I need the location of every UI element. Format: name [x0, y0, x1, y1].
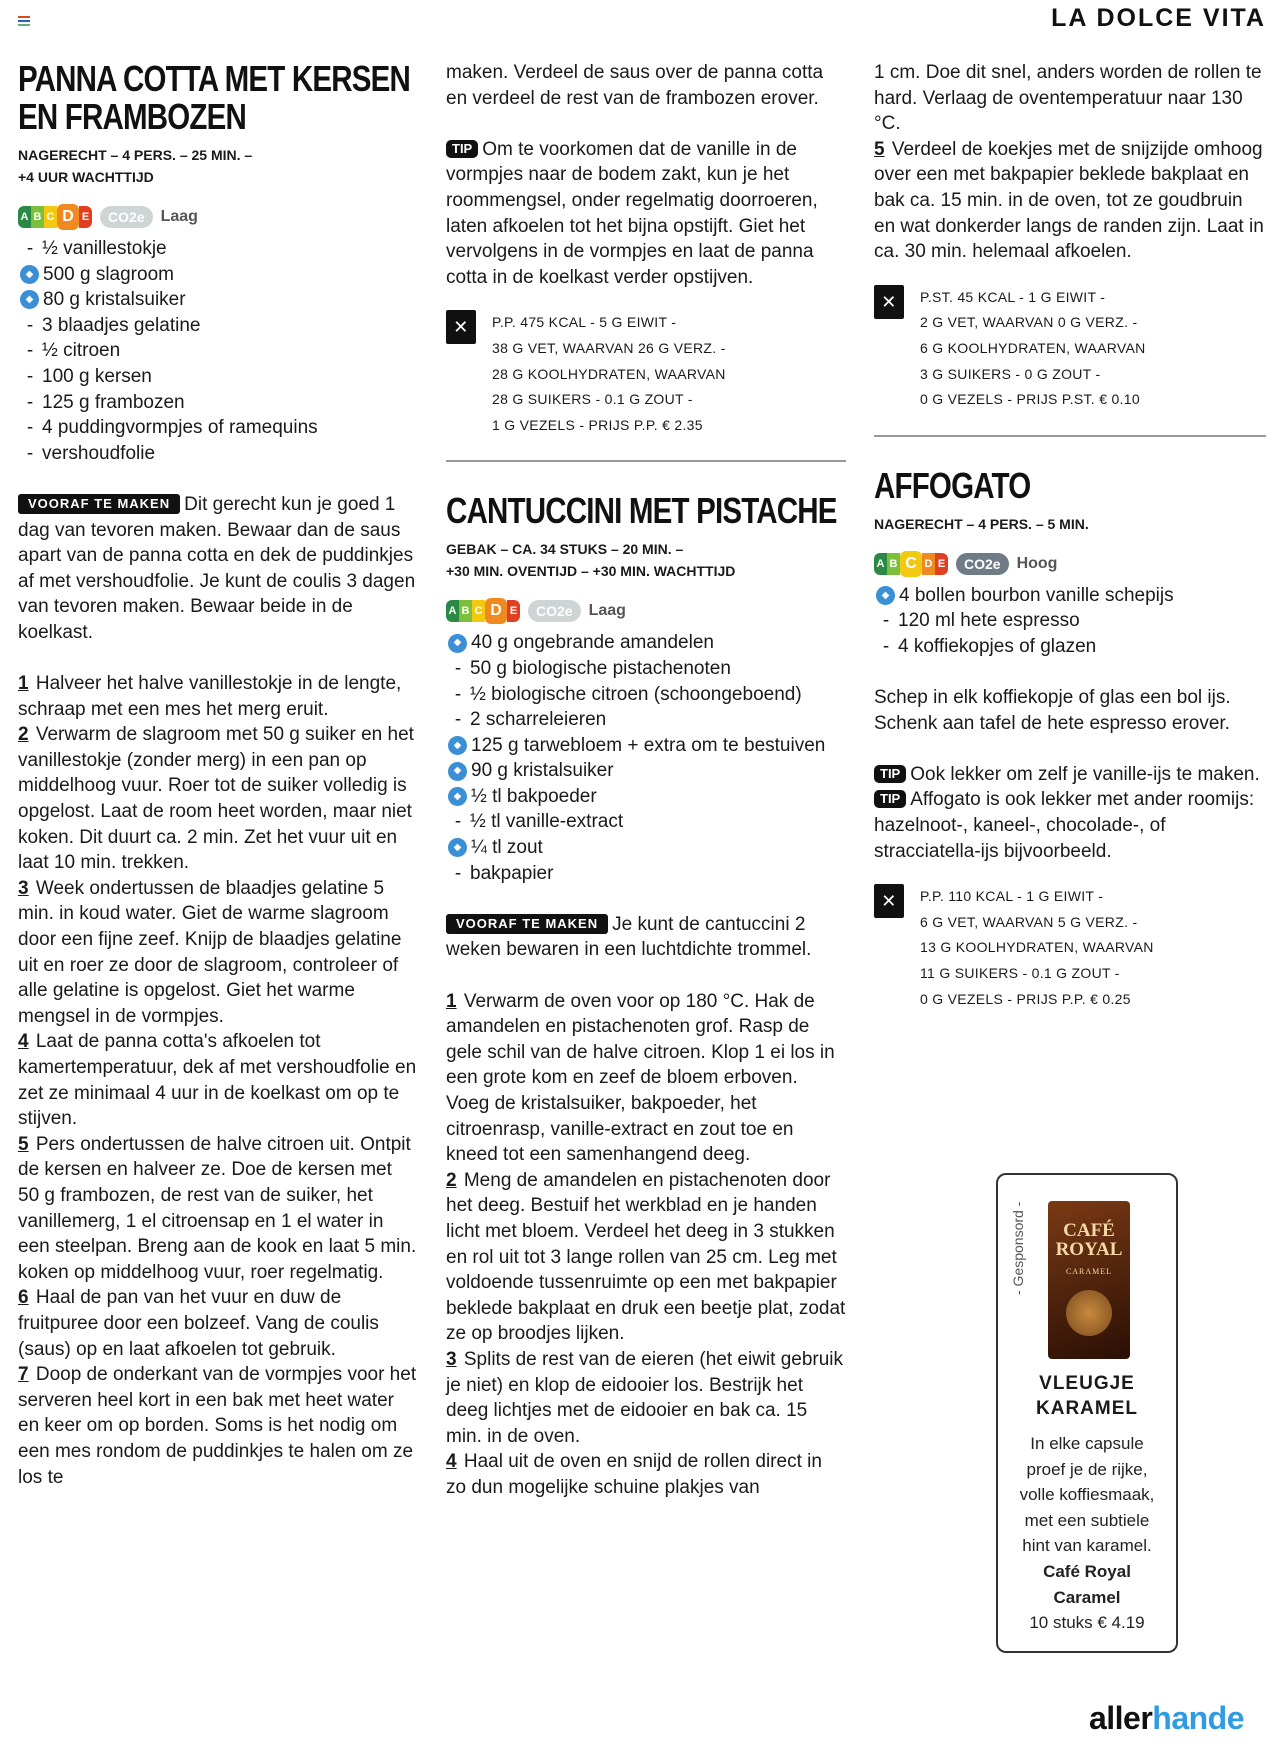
sponsored-label: - Gesponsord - [1010, 1201, 1026, 1295]
tip-badge: TIP [874, 790, 906, 808]
recipe2-title: CANTUCCINI MET PISTACHE [446, 490, 837, 532]
nutrition-line: P.P. 475 KCAL - 5 G EIWIT - [492, 314, 677, 331]
recipe3-tip1: TIP Ook lekker om zelf je vanille-ijs te maken. [874, 762, 1266, 788]
menu-icon[interactable] [18, 16, 30, 26]
bonus-icon: ◆ [20, 290, 39, 309]
nutri-score-badge: A B C D E [874, 551, 948, 577]
recipe-step: 3 Splits de rest van de eieren (het eiwit gebruik je niet) en klop de eidooier los. Bestrijk het deeg lichtjes met de eidooier en bak ca. 15 min. in de oven. [446, 1348, 844, 1447]
ingredient-item: - 100 g kersen [26, 365, 152, 387]
recipe-step: 6 Haal de pan van het vuur en duw de fruitpuree door een bolzeef. Vang de coulis (saus) op en laat afkoelen tot gebruik. [18, 1287, 379, 1360]
prep-tag: VOORAF TE MAKEN [446, 914, 608, 934]
recipe3-nutrition [874, 884, 1266, 1012]
bonus-icon: ◆ [448, 787, 467, 806]
ingredient-item: - 3 blaadjes gelatine [26, 314, 201, 336]
nutrition-info-icon: ✕ [446, 310, 476, 344]
ingredient-item: ◆ ½ tl bakpoeder [446, 784, 846, 810]
coffee-cup-icon [1066, 1290, 1112, 1336]
product-image: CAFÉ ROYAL CARAMEL [1048, 1201, 1130, 1359]
ingredient-item: ◆ 125 g tarwebloem + extra om te bestuiven [446, 733, 846, 759]
recipe3-meta: NAGERECHT – 4 PERS. – 5 MIN. [874, 515, 1089, 532]
recipe-step: 4 Laat de panna cotta's afkoelen tot kamertemperatuur, dek af met vershoudfolie en zet ze minimaal 4 uur in de koelkast om op te stijven. [18, 1031, 417, 1130]
recipe3-title: AFFOGATO [874, 464, 1031, 506]
nutrition-info-icon: ✕ [874, 884, 904, 918]
nutrition-line: P.P. 110 KCAL - 1 G EIWIT - [920, 888, 1104, 905]
co2-badge: CO2e [100, 206, 153, 228]
column-2 [446, 60, 846, 1501]
ingredient-item: ◆ 80 g kristalsuiker [18, 287, 418, 313]
recipe1-labels [18, 202, 418, 232]
co2-badge: CO2e [528, 600, 581, 622]
nutrition-line: 11 G SUIKERS - 0.1 G ZOUT - [920, 965, 1120, 982]
recipe-step: 3 Week ondertussen de blaadjes gelatine 5 min. in koud water. Giet de warme slagroom door een fijne zeef. Knijp de blaadjes gelatine uit en roer ze door de slagroom, controleer of alle gelatine is opgelost. Giet het warme mengsel in de vormpjes. [18, 877, 402, 1027]
recipe1-nutrition [446, 310, 846, 438]
nutrition-line: 13 G KOOLHYDRATEN, WAARVAN [920, 939, 1154, 956]
tip-badge: TIP [874, 765, 906, 783]
recipe2-prep-note: VOORAF TE MAKEN Je kunt de cantuccini 2 weken bewaren in een luchtdichte trommel. [446, 913, 812, 961]
recipe3-instruction: Schep in elk koffiekopje of glas een bol ijs. Schenk aan tafel de hete espresso erover. [874, 687, 1231, 734]
ingredient-item: - vershoudfolie [26, 442, 156, 464]
sponsored-ad[interactable] [996, 1173, 1178, 1653]
recipe3-tip2: TIP Affogato is ook lekker met ander roomijs: hazelnoot-, kaneel-, chocolade-, of stracciatella-ijs bijvoorbeeld. [874, 789, 1255, 862]
ingredient-item: - ½ vanillestokje [26, 238, 167, 259]
nutri-score-badge: A B C D E [18, 204, 92, 230]
recipe2-ingredients [446, 630, 846, 886]
co2-level: Laag [588, 602, 626, 620]
divider [874, 435, 1266, 437]
bonus-icon: ◆ [448, 838, 467, 857]
nutrition-line: P.ST. 45 KCAL - 1 G EIWIT - [920, 288, 1106, 305]
nutrition-line: 2 G VET, WAARVAN 0 G VERZ. - [920, 314, 1138, 331]
ingredient-item: - ½ biologische citroen (schoongeboend) [454, 683, 802, 705]
ingredient-item: ◆ 90 g kristalsuiker [446, 758, 846, 784]
recipe1-title-line1: PANNA COTTA MET KERSEN [18, 58, 410, 99]
recipe2-nutrition [874, 285, 1266, 413]
recipe2-step5: 5 Verdeel de koekjes met de snijzijde omhoog over een met bakpapier beklede bakplaat en bak ca. 15 min. in de oven, tot ze goudbruin en wat donkerder langs de randen zijn. Laat in ca. 30 min. helemaal afkoelen. [874, 138, 1264, 263]
bonus-icon: ◆ [448, 762, 467, 781]
recipe1-meta: NAGERECHT – 4 PERS. – 25 MIN. – +4 UUR WACHTTIJD [18, 147, 253, 185]
nutrition-line: 3 G SUIKERS - 0 G ZOUT - [920, 365, 1101, 382]
bonus-icon: ◆ [876, 586, 895, 605]
bonus-icon: ◆ [448, 634, 467, 653]
recipe3-labels [874, 549, 1266, 579]
ingredient-item: - 125 g frambozen [26, 391, 185, 413]
sponsor-text: In elke capsule proef je de rijke, volle koffiesmaak, met een subtiele hint van karamel. Café Royal Caramel 10 stuks € 4.19 [998, 1431, 1176, 1636]
divider [446, 460, 846, 462]
recipe2-labels [446, 596, 846, 626]
co2-badge: CO2e [956, 553, 1009, 575]
recipe1-steps [18, 671, 418, 1490]
allerhande-logo[interactable]: allerhande [1088, 1700, 1244, 1736]
ingredient-item: ◆ ¼ tl zout [446, 835, 846, 861]
ingredient-item: - 50 g biologische pistachenoten [454, 657, 731, 679]
recipe-step: 2 Verwarm de slagroom met 50 g suiker en het vanillestokje (zonder merg) in een pan op middelhoog vuur. Roer tot de suiker volledig is opgelost. Laat de room heet worden, maar niet koken. Dit duurt ca. 2 min. Zet het vuur uit en laat 10 min. trekken. [18, 724, 414, 874]
nutrition-line: 1 G VEZELS - PRIJS P.P. € 2.35 [492, 416, 703, 433]
column-3 [874, 60, 1266, 1012]
ingredient-item: - ½ citroen [26, 340, 121, 362]
sponsor-title: VLEUGJE KARAMEL [1036, 1373, 1138, 1419]
nutrition-line: 38 G VET, WAARVAN 26 G VERZ. - [492, 339, 726, 356]
recipe2-steps [446, 989, 846, 1501]
bonus-icon: ◆ [448, 736, 467, 755]
recipe-step: 2 Meng de amandelen en pistachenoten door het deeg. Bestuif het werkblad en je handen licht met bloem. Verdeel het deeg in 3 stukken en rol uit tot 3 lange rollen van 25 cm. Leg met voldoende tussenruimte op een met bakpapier beklede bakplaat en druk een beetje plat, zodat ze op broodjes lijken. [446, 1169, 846, 1345]
recipe2-meta: GEBAK – CA. 34 STUKS – 20 MIN. – +30 MIN. OVENTIJD – +30 MIN. WACHTTIJD [446, 541, 736, 580]
recipe1-title-line2: EN FRAMBOZEN [18, 96, 246, 137]
nutrition-line: 6 G VET, WAARVAN 5 G VERZ. - [920, 913, 1138, 930]
bonus-icon: ◆ [20, 265, 39, 284]
recipe2-continued: 1 cm. Doe dit snel, anders worden de rollen te hard. Verlaag de oventemperatuur naar 130 °C. [874, 62, 1262, 135]
ingredient-item: - ½ tl vanille-extract [454, 811, 624, 833]
ingredient-item: - 120 ml hete espresso [882, 610, 1080, 632]
recipe1-prep-note: VOORAF TE MAKEN Dit gerecht kun je goed 1 dag van tevoren maken. Bewaar dan de saus apart van de panna cotta en dek de puddinkjes af met vershoudfolie. Je kunt de coulis 3 dagen van tevoren maken. Bewaar beide in de koelkast. [18, 493, 416, 643]
price: 10 stuks € 4.19 [1029, 1613, 1145, 1633]
ingredient-item: - bakpapier [454, 862, 554, 884]
prep-tag: VOORAF TE MAKEN [18, 494, 180, 514]
recipe1-tip: TIP Om te voorkomen dat de vanille in de vormpjes naar de bodem zakt, kun je het roommengsel, onder regelmatig doorroeren, laten afkoelen tot het bijna opstijft. Giet het vervolgens in de vormpjes en laat de panna cotta in de koelkast verder opstijven. [446, 138, 818, 288]
ingredient-item: - 4 puddingvormpjes of ramequins [26, 417, 318, 439]
recipe-step: 5 Pers ondertussen de halve citroen uit. Ontpit de kersen en halveer ze. Doe de kersen met 50 g frambozen, de rest van de suiker, het vanillemerg, 1 el citroensap en 1 el water in een steelpan. Breng aan de kook en laat 5 min. koken op middelhoog vuur, roer regelmatig. [18, 1133, 417, 1283]
recipe1-ingredients [18, 236, 418, 466]
nutrition-info-icon: ✕ [874, 285, 904, 319]
ingredient-item: - 2 scharreleieren [454, 709, 607, 731]
nutri-score-badge: A B C D E [446, 598, 520, 624]
co2-level: Laag [160, 208, 198, 225]
tip-badge: TIP [446, 140, 478, 158]
recipe-step: 4 Haal uit de oven en snijd de rollen direct in zo dun mogelijke schuine plakjes van [446, 1451, 822, 1498]
recipe-step: 1 Halveer het halve vanillestokje in de lengte, schraap met een mes het merg eruit. [18, 673, 402, 720]
recipe-step: 1 Verwarm de oven voor op 180 °C. Hak de amandelen en pistachenoten grof. Rasp de gele schil van de halve citroen. Klop 1 ei los in een grote kom en zeef de bloem erboven. Voeg de kristalsuiker, bakpoeder, het citroenrasp, vanille-extract en zout toe en kneed tot een samenhangend deeg. [446, 990, 835, 1166]
series-title: LA DOLCE VITA [1051, 4, 1266, 32]
ingredient-item: - 4 koffiekopjes of glazen [882, 635, 1097, 657]
nutrition-line: 28 G KOOLHYDRATEN, WAARVAN [492, 365, 726, 382]
recipe3-ingredients [874, 583, 1266, 660]
ingredient-item: ◆ 4 bollen bourbon vanille schepijs [874, 583, 1266, 609]
recipe-step: 7 Doop de onderkant van de vormpjes voor het serveren heel kort in een bak met heet water en keer om op borden. Soms is het nodig om een mes rondom de puddinkjes te halen om ze los te [18, 1364, 417, 1488]
co2-level: Hoog [1016, 554, 1058, 572]
nutrition-line: 28 G SUIKERS - 0.1 G ZOUT - [492, 391, 693, 408]
nutrition-line: 0 G VEZELS - PRIJS P.ST. € 0.10 [920, 391, 1140, 408]
nutrition-line: 0 G VEZELS - PRIJS P.P. € 0.25 [920, 990, 1131, 1007]
ingredient-item: ◆ 40 g ongebrande amandelen [446, 630, 846, 656]
column-1 [18, 60, 418, 1490]
recipe1-continued: maken. Verdeel de saus over de panna cotta en verdeel de rest van de frambozen erover. [446, 62, 824, 109]
ingredient-item: ◆ 500 g slagroom [18, 262, 418, 288]
nutrition-line: 6 G KOOLHYDRATEN, WAARVAN [920, 339, 1146, 356]
